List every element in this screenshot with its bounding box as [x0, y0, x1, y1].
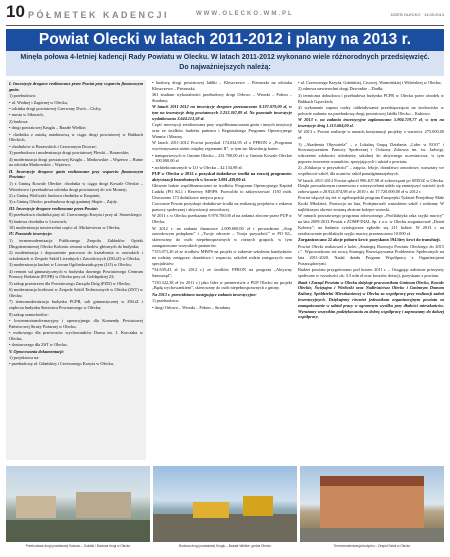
photo-road-construction: [6, 466, 150, 542]
article-paragraph: W 2012 r. na zadania finansowe 2.009.600,00 zł i prowadzono „Stop zawodowym pułapkom” i „Twoje zdrowie – Twoja przyszłość” w PO KL, skierowany do osób niepełnosprawnych w różnych grupach, w tym zaangażowano wszystkich partnerów.: [152, 225, 292, 249]
article-paragraph: • chodnika z zatoką autobusową w ciągu drogi powiatowej w Babkach Oleckich,: [9, 131, 143, 143]
article-title: Powiat Olecki w latach 2011-2012 i plany na 2013 r.: [38, 31, 412, 48]
section-title: PÓŁMETEK KADENCJI: [28, 10, 170, 20]
article-paragraph: IV. Pozostałe inwestycje:: [9, 231, 53, 237]
page-number: 10: [6, 2, 25, 21]
article-lead: Minęła połowa 4-letniej kadencji Rady Powiatu w Olecku. W latach 2011-2012 wykonano wiele różnorodnych przedsięwzięć. Do najważniejszych należą:: [6, 51, 444, 76]
article-paragraph: 3) przebudowa i modernizacja drogi powiatowej Plewki – Borawskie;: [9, 150, 130, 156]
photo-road-works: [153, 466, 297, 542]
article-paragraph: 3) z Gminą Olecko: przebudowa drogi gminnej Słopie – Zajdy.: [9, 199, 118, 205]
masthead-divider: [6, 25, 444, 26]
article-paragraph: 4) remont sal gimnastycznych w budynku dawnego Powiatowego Centrum Pomocy Rodzinie (PCPR) w Olecku przy ul. Gołdapskiej 23;: [9, 268, 143, 280]
article-paragraph: 6) modernizacja kotłowni w Zespole Szkół Technicznych w Olecku (ZST) w Olecku;: [9, 287, 143, 298]
article-paragraph: *155.071,20 zł ze środków MPiPS na projekt w zakresie szkolenia kandydatów na rodziny zastępcze, doradztwa i wsparcia, szkoleń rodzin zastępczych oraz specjalistów;: [152, 249, 292, 267]
article-paragraph: 2) „Edukacja w przyszłości” – zajęcia, lekcje, doradztwo zawodowe, warsztaty we wspólnocie szkół, dla uczniów szkół ponadgimnazjalnych.: [298, 165, 444, 177]
article-paragraph: Część inwestycji zrealizowana przy współfinansowaniu gmin i innych instytucji oraz ze środków budżetu państwa i Regionalnego Programu Operacyjnego Warmia i Mazury.: [152, 122, 292, 139]
article-paragraph: • architektonicznych w LO w Olecku – 42.134,98 zł.: [152, 164, 243, 170]
article-paragraph: V. Opracowania dokumentacji:: [9, 348, 64, 354]
article-paragraph: Powiat włączył się też w ogólnopolski program Europejski Tydzień Przejdźmy Małe Kroki Młodzież, Promocja na lata, Podejmowali wnioskiem szkół i rodzinny W najbliższym okresie zostaną złożone kolejne wnioski.: [298, 195, 444, 213]
photo-strip: [6, 466, 444, 550]
article-paragraph: • budowę drogi powiatowej Jabłki – Kleszczewo – Pietraszki na odcinku Kleszczewo – Pietraszki;: [152, 80, 292, 91]
article-column-2: [152, 80, 292, 460]
article-paragraph: Głównie ludzie współfinansowani ze środków Programu Operacyjnego Kapitał Ludzki (PO KL) i Rezerwy MPiPS. Pozwoliło to zaktywizować 1130 osób. Utworzono 173 dodatkowe miejsca pracy.: [152, 183, 292, 200]
article-paragraph: W 2013 r. Powiat realizuje w ramach kontynuacji projekty o wartości: 275.000,00 zł:: [298, 129, 444, 141]
article-paragraph: 2) modernizacja i doposażenie pracowni do kształcenia w zawodach i szkoleniach w Zespole Szkół Licealnych i Zawodowych (ZSLiZ) w Olecku;: [9, 249, 143, 261]
article-paragraph: I. Inwestycje drogowe realizowane przez Powiat przy wsparciu finansowym gmin:: [9, 81, 143, 92]
article-column-1: [6, 80, 146, 460]
issue-info: DZIEŃ OLECKO · 14.09.2013: [390, 12, 444, 17]
article-paragraph: 10) modernizacja nawierzchni części ul. Mickiewicza w Olecku;: [9, 225, 121, 231]
article-column-3: [298, 80, 444, 460]
article-paragraph: 8) zakup samochodów:: [9, 311, 49, 317]
article-paragraph: • mostu w Sikorach,: [9, 112, 44, 118]
article-paragraph: 9) budowa chodnika w Lisewach;: [9, 218, 67, 224]
article-paragraph: W 2011 r. w Olecku przekazano 9.970.700,00 zł na zadania zlecone przez PUP w Olecku.: [152, 213, 292, 225]
article-paragraph: *34.639,43 zł (w 2012 r.) ze środków PFRON na program „Aktywny Samorząd”;: [152, 267, 292, 279]
article-paragraph: II. Inwestycje drogowe gmin realizowane przy wsparciu finansowym Powiatu:: [9, 168, 143, 180]
article-paragraph: III. Inwestycje drogowe realizowane przez Powiat:: [9, 205, 99, 211]
article-paragraph: 1) przebudowa:: [9, 93, 36, 99]
article-paragraph: • drogi Orłowo – Wronki – Połom – Straduny: [152, 304, 231, 310]
article-paragraph: 361 studium wykonalności przebudowy drogi Orłowo – Wronki – Połom – Straduny.: [152, 92, 292, 103]
article-paragraph: • dostawczego dla ZST w Olecku;: [9, 342, 68, 348]
article-paragraph: 2) odnowa nawierzchni drogi Dzwonkie – Dudki;: [298, 86, 384, 92]
article-paragraph: 1) termomodernizacja Publicznego Zespołu Zakładów Opieki Długoterminowej Olecko Kolonia: remont schodów głównych do budynku;: [9, 237, 143, 249]
photo-caption: Termomodernizacja budynku – Zespół Szkół w Olecku: [333, 544, 411, 548]
article-paragraph: • transportowych w Gminie Olecko – 231.700,00 zł i w Gminie Kowale Oleckie – 100.000,00 zł: [152, 152, 292, 164]
article-paragraph: 1) przebudowa:: [152, 298, 179, 304]
article-paragraph: Bank i Zarząd Powiatu w Olecku dziękuje pracownikom Gminom Olecko, Kowale Oleckie, Świętajno i Wieliczki oraz Nadleśnictwu Olecko i Gminnym Domom Kultury, Spółdzielni Mieszkaniowej w Olecku za współpracę przy realizacji zadań inwestycyjnych. Dziękujemy również jednostkom organizacyjnym powiatu za zaangażowanie w udział pracy w ogromnym wysiłku przy dbałości mieszkańców. Wyrażamy wszystkim podziękowania za dobrą współpracę i zapraszamy do dalszej współpracy.: [298, 279, 444, 320]
article-paragraph: W latach 2011-2012 na inwestycje drogowe przeznaczono 8.197.079,00 zł, w tym na inwestycje dróg powiatowych 2.252.367,89 zł. Na pozostałe inwestycje wydatkowano 2.644.113,58 zł.: [152, 104, 292, 121]
article-paragraph: 1) „Akademia Obywatela” – z Lokalną Grupą Działania „Lider w EGO” i Stowarzyszeniem Pomocy Społecznej i Ochrony Zdrowia im. św. Jadwigi, wdrożenie zdolności młodzieży szkolnej do aktywnego uczestnictwa, w tym poprzez tworzenie warunków, sprzyjających i udział z powiatu;: [298, 141, 444, 164]
article-paragraph: • lowtermotransformacyjny i operacyjnego dla Komendy Powiatowej Państwowej Straży Pożarnej w Olecku,: [9, 317, 143, 329]
article-paragraph: Powiat Olecki realizował z kolei „Strategię Rozwoju Powiatu Oleckiego do 2015 r.”. Wprowadzono też nową Strategię Rozwiązywania Problemów Społecznych na lata 2011-2020. Nadal działa Program Współpracy z Organizacjami Pozarządowymi.: [298, 243, 444, 267]
article-paragraph: • odcinka drogi powiatowej Czerwony Dwór – Cichy,: [9, 105, 102, 111]
article-title-banner: [6, 29, 444, 51]
article-paragraph: 3) modernizacja kuchni w Liceum Ogólnokształcącym (LO) w Olecku;: [9, 262, 132, 268]
photo-caption: Budowa drogi powiatowej Kruglu – Bazałe Wielkie, gmina Olecko: [179, 544, 271, 548]
article-paragraph: 1) z Gminą Kowale Oleckie: chodnika w ciągu drogi Kowale Oleckie – Wierzbowo i przebudowa odcinka drogi powiatowej do wsi Monety;: [9, 180, 143, 192]
article-paragraph: Budżet powiatu przygotowano pod koniec 2011 r. – Osiągając założone priorytety społeczne w wysokości ok. 3.5 mln zł oraz kosztów dotacji, pozyskano z powiatu.: [298, 267, 444, 279]
article-paragraph: W 2013 r. na zadania inwestycyjne zaplanowano 5.904.719,77 zł, w tym na inwestycje dróg 1.113.604,00 zł.: [298, 117, 444, 128]
article-paragraph: W latach 2011-2012 Powiat spłacił 996.407,98 zł zobowiązań po SPZOZ w Olecku. Dzięki prowadzonym rozmowom z wierzycielami udało się zmniejszyć wartość tych zobowiązań o 20.924.074,98 zł w 2010 r. do 17.720.000,00 zł w 2012 r.: [298, 177, 444, 195]
masthead: [6, 4, 444, 24]
article-paragraph: *130.322,38 zł (w 2011 r.) jako lider w partnerstwie z PUP Olecko na projekt „Będę wychowankiem”, skierowany do osób niepełnosprawnych z gminy.: [152, 279, 292, 291]
article-paragraph: • przebudowę ul. Gdańskiej i Czerwonego Krzyża w Olecku,: [9, 361, 114, 367]
article-paragraph: Zorganizowano 22 akcje poboru krwi: pozyskano 194 litry krwi do transfuzji.: [298, 237, 441, 243]
article-paragraph: • ul. Wodnej i Zagórnej w Olecku,: [9, 99, 68, 105]
website-link[interactable]: WWW.OLECKO.WM.PL: [196, 11, 294, 17]
article-paragraph: PUP w Olecku w 2012 r. pozyskał dodatkowe środki na rozwój programów aktywizacji bezrobotnych w kwocie 3.081.439,00 zł.: [152, 171, 292, 182]
article-paragraph: 8) przebudowa chodnika przy ul. Czerwonego Krzyża i przy ul. Stoneckiego;: [9, 212, 142, 218]
article-paragraph: W latach 2011-2012 Powiat pozyskał 174.034,95 zł z PFRON z „Programu wyrównywania różnic między regionami II”, w tym na: likwidację barier:: [152, 140, 292, 152]
article-paragraph: 5) zakup przestrzeni dla Powiatowego Zarządu Dróg (PZD) w Olecku;: [9, 280, 131, 286]
article-paragraph: W ramach powiatowego programu zdrowotnego „Profilaktyka raka szyjki macicy” na lata 2009-2013 Powiat z ZOMP-DIAL Sp. z o.o. w Olecku zorganizował „Dzień Kobiety”, na badania cytologiczne zgłosiło się 211 kobiet. W 2013 r. na zrealizowanie profilaktyki szyjki macicy przeznaczono 10.000 zł.: [298, 213, 444, 236]
photo-building: [300, 466, 444, 542]
article-paragraph: Na 2013 r. przewidziano następujące zadania inwestycyjne:: [152, 291, 257, 297]
article-paragraph: 4) wykonanie zapasu cudzy oddziaływanie przedsięwzięcia na środowisko w połowie zadania: na przebudowę drogi powiatowej Jabłki Olecko – Kukowo.: [298, 104, 444, 116]
article-paragraph: 1) projektowa na:: [9, 355, 40, 361]
article-paragraph: 2) z Gminą Wieliczki: budowa chodnika w Krupinie;: [9, 193, 101, 199]
article-paragraph: • ul. Czerwonego Krzyża, Gdańskiej, Cisowej, Warmińskiej i Wileńskiej w Olecku;: [298, 80, 442, 85]
article-paragraph: • chodników w Borawskich i Czerwonym Dworze;: [9, 143, 97, 149]
article-paragraph: 7) termomodernizacja budynku PCPR, sali gimnastycznej w ZSLiZ i zaplecza budynku Starostwa Powiatowego w Olecku;: [9, 299, 143, 311]
photo-caption: Przebudowa drogi powiatowej Kukowo – Sokółki / Budowa drogi w Olecku: [25, 544, 131, 548]
article-paragraph: Corocznie Powiat pozyskuje dodatkowe środki na realizację projektów z zakresu pomocy społecznej i aktywizacji zawodowej.: [152, 201, 292, 213]
article-paragraph: • osobowego dla przewozów wychowanków Domu im. J. Korczaka w Olecku,: [9, 330, 143, 341]
article-paragraph: 3) termiczna dobudowa i przebudowa budynku PCPR w Olecku przez ośrodek w Babkach Gąseckich;: [298, 92, 444, 104]
article-paragraph: 2) budowa:: [9, 118, 29, 124]
article-paragraph: • drogi powiatowej Kruglu – Bazałe Wielkie,: [9, 125, 87, 131]
article-paragraph: 4) modernizacja drogi powiatowej Kruglu – Markowskie – Wężewo – Butne na odcinku Markowskie – Wężewo;: [9, 156, 143, 168]
